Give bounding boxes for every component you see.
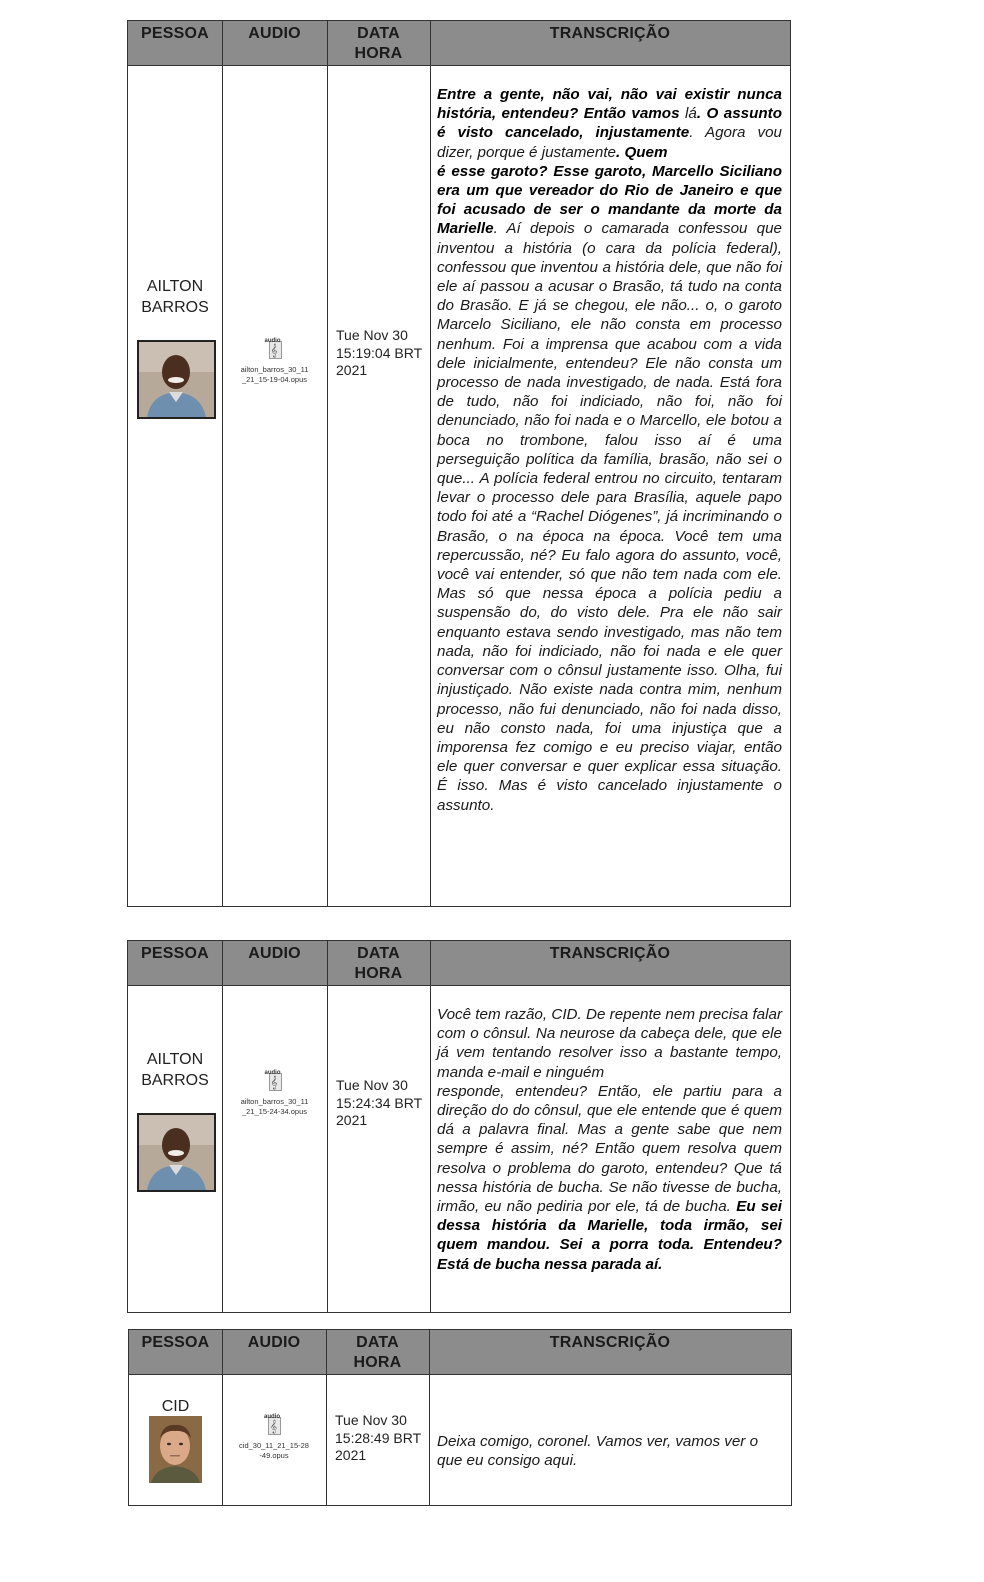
- header-audio: AUDIO: [248, 25, 301, 42]
- audio-cell: [222, 1415, 326, 1461]
- transcript-run: lá: [685, 105, 697, 123]
- treble-clef-icon: 𝄞: [270, 1075, 278, 1089]
- header-transcript: TRANSCRIÇÃO: [549, 945, 671, 962]
- person-first-name: AILTON: [146, 1051, 204, 1068]
- header-person: PESSOA: [141, 1334, 210, 1351]
- audio-icon-label: audio: [264, 1070, 281, 1076]
- audio-filename[interactable]: [222, 1097, 327, 1117]
- table-header: [129, 1330, 791, 1375]
- audio-cell: [222, 1071, 327, 1117]
- header-time-label: HORA: [354, 965, 403, 982]
- audio-filename-line: _21_15-19-04.opus: [241, 375, 308, 384]
- column-divider: [222, 941, 223, 1312]
- transcript-run: Você tem razão, CID. De repente nem precisa falar com o cônsul. Na neurose da cabeça dele, que ele já vem tentando resolver isso a bastante tempo, manda e-mail e ninguém: [437, 1006, 782, 1081]
- transcript-bold-run: Eu sei dessa história da Marielle, toda irmão, sei quem mandou. Sei a porra toda. Entendeu? Está de bucha nessa parada aí.: [437, 1198, 782, 1273]
- transcript-table-2: [127, 940, 791, 1313]
- date-text: Tue Nov 30: [336, 327, 408, 343]
- header-transcript: TRANSCRIÇÃO: [549, 1334, 671, 1351]
- column-divider: [327, 21, 328, 906]
- datetime-cell: [336, 1077, 428, 1130]
- person-first-name: AILTON: [146, 278, 204, 295]
- person-first-name: CID: [161, 1398, 190, 1415]
- column-divider: [429, 1330, 430, 1505]
- transcript-bold-run: . O assunto é visto cancelado, injustamente: [437, 105, 783, 142]
- audio-cell: [222, 339, 327, 385]
- audio-filename[interactable]: [222, 365, 327, 385]
- person-last-name: BARROS: [141, 1072, 209, 1089]
- table-header: [128, 21, 790, 66]
- audio-filename-line: -49.opus: [259, 1451, 289, 1460]
- portrait-image: [139, 1115, 214, 1190]
- transcript-run: Deixa comigo, coronel. Vamos ver, vamos ver o que eu consigo aqui.: [437, 1433, 759, 1470]
- audio-filename-line: cid_30_11_21_15-28: [239, 1441, 309, 1450]
- transcript-text: [437, 1005, 782, 1274]
- audio-file-icon[interactable]: [264, 1071, 286, 1093]
- audio-icon-label: audio: [264, 1414, 280, 1420]
- person-cell: [129, 1396, 222, 1417]
- header-datetime: [326, 1330, 429, 1374]
- column-divider: [430, 941, 431, 1312]
- person-photo-ailton: [137, 1113, 216, 1192]
- person-cell: [128, 276, 222, 318]
- header-audio: AUDIO: [247, 1334, 301, 1351]
- treble-clef-icon: 𝄞: [270, 343, 278, 357]
- person-photo-ailton: [137, 340, 216, 419]
- audio-icon-label: audio: [264, 338, 281, 344]
- header-datetime: [327, 941, 430, 985]
- person-last-name: BARROS: [141, 299, 209, 316]
- transcript-text: [437, 85, 782, 815]
- person-name: [128, 276, 222, 318]
- transcript-bold-run: é esse garoto? Esse garoto, Marcello Siciliano era um que vereador do Rio de Janeiro e que foi acusado de ser o mandante da morte da Marielle: [437, 162, 782, 238]
- person-photo-cid: [149, 1416, 202, 1483]
- year-text: 2021: [335, 1447, 367, 1463]
- datetime-cell: [335, 1412, 427, 1465]
- audio-filename-line: ailton_barros_30_11: [240, 1097, 309, 1106]
- transcript-table-1: [127, 20, 791, 907]
- datetime-cell: [336, 327, 428, 380]
- transcript-bold-run: Entre a gente, não vai, não vai existir nunca história, entendeu? Então vamos: [437, 86, 782, 123]
- time-text: 15:24:34 BRT: [336, 1094, 423, 1111]
- header-time-label: HORA: [353, 1354, 402, 1371]
- transcript-run: . Agora vou dizer, porque é justamente: [437, 124, 783, 161]
- header-audio: AUDIO: [248, 945, 301, 962]
- transcript-table-3: [128, 1329, 792, 1506]
- time-text: 15:28:49 BRT: [335, 1429, 422, 1446]
- transcript-bold-run: . Quem: [616, 143, 668, 161]
- audio-filename[interactable]: [222, 1441, 326, 1461]
- treble-clef-icon: 𝄞: [270, 1419, 278, 1433]
- header-transcript: TRANSCRIÇÃO: [549, 25, 671, 42]
- column-divider: [430, 21, 431, 906]
- audio-filename-line: _21_15-24-34.opus: [241, 1107, 308, 1116]
- year-text: 2021: [336, 1112, 368, 1128]
- column-divider: [327, 941, 328, 1312]
- time-text: 15:19:04 BRT: [336, 344, 423, 361]
- transcript-run: responde, entendeu? Então, ele partiu para a direção do do cônsul, que ele entende que é quem dá a palavra final. Mas a gente sabe que nem sempre é assim, né? Então quem resolva quem resolva o problema do garoto, entendeu? Que tá nessa história de bucha. Se não tivesse de bucha, irmão, eu não pediria por ele, tá de bucha.: [437, 1082, 782, 1216]
- transcript-run: . Aí depois o camarada confessou que inventou a história (o cara da polícia federal), confessou que inventou a história dele, que não foi ele aí passou a acusar o Brasão, tá tudo na conta do Brasão. E já se chegou, ele não... o, o garoto Marcelo Siciliano, ele não consta em processo nenhum. Foi a imprensa que acabou com a vida dele inicialmente, entendeu? Ele não consta um processo de nada investigado, de nada. Está fora de tudo, não foi indiciado, não foi, não foi denunciado, não foi nada e o Marcello, ele botou a boca no trombone, falou isso aí é uma perseguição política da família, brasão, não sei o que... A polícia federal entrou no circuito, tentaram levar o processo dele para Brasília, aquele papo todo foi até a “Rachel Diógenes”, já incriminando o Brasão, o na época na época. Você tem uma repercussão, né? Eu falo agora do assunto, você, você vai entender, só que não tem nada com ele. Mas só que nessa época a polícia pediu a suspensão do, do visto dele. Pra ele não sair enquanto estava sendo investigado, mas não tem nada, não foi indiciado, não foi nada e ele quer conversar com o cônsul justamente isso. Olha, fui injustiçado. Não existe nada contra mim, nenhum processo, não fui denunciado, não foi nada disso, eu não consto nada, foi uma injustiça que a imporensa fez comigo e eu preciso viajar, então ele quer conversar e quer explicar essa situação. É isso. Mas é visto cancelado injustamente o assunto.: [437, 220, 782, 814]
- header-date-label: DATA: [356, 1334, 399, 1351]
- person-name: [129, 1396, 222, 1417]
- header-time-label: HORA: [354, 45, 403, 62]
- transcript-text: [437, 1432, 787, 1470]
- person-cell: [128, 1049, 222, 1091]
- header-date-label: DATA: [357, 25, 400, 42]
- header-datetime: [327, 21, 430, 65]
- date-text: Tue Nov 30: [336, 1077, 408, 1093]
- header-person: PESSOA: [141, 945, 209, 962]
- header-date-label: DATA: [357, 945, 400, 962]
- year-text: 2021: [336, 362, 368, 378]
- audio-file-icon[interactable]: [263, 1415, 285, 1437]
- header-person: PESSOA: [141, 25, 209, 42]
- audio-filename-line: ailton_barros_30_11: [240, 365, 309, 374]
- audio-file-icon[interactable]: [264, 339, 286, 361]
- column-divider: [326, 1330, 327, 1505]
- portrait-image: [149, 1416, 202, 1483]
- portrait-image: [139, 342, 214, 417]
- date-text: Tue Nov 30: [335, 1412, 407, 1428]
- table-header: [128, 941, 790, 986]
- column-divider: [222, 21, 223, 906]
- person-name: [128, 1049, 222, 1091]
